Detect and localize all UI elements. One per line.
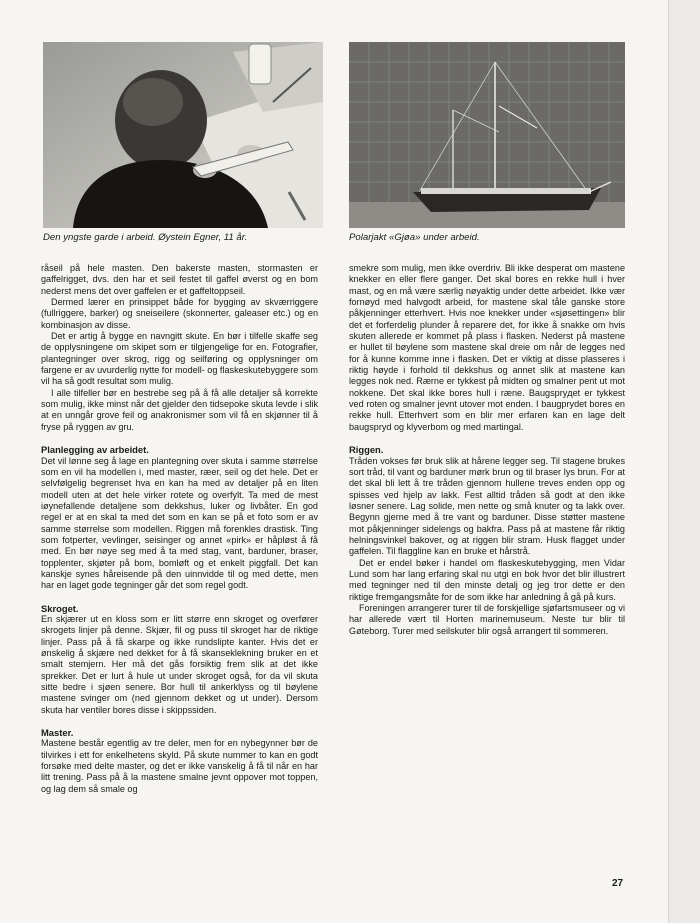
paragraph: Det er artig å bygge en navngitt skute. En bør i tilfelle skaffe seg de opplysningene om skipet som er tilgjengelige for en. Fotografier, plantegninger over skrog, rigg og seilføring og opplysninger om fargene er av uvurderlig nytte for modell- og flaskeskutebyggere som vil ha så godt resultat som mulig. [41, 331, 318, 387]
photo-boy-building [43, 42, 323, 228]
caption-left: Den yngste garde i arbeid. Øystein Egner, 11 år. [43, 232, 248, 243]
section-heading-hull: Skroget. [41, 602, 79, 614]
paragraph: råseil på hele masten. Den bakerste masten, stormasten er gaffelrigget, dvs. den har et seil festet til gaffel øverst og en bom nederst mens det over gaffelen er et gaffeltoppseil. [41, 263, 318, 296]
paragraph: Mastene består egentlig av tre deler, men for en nybegynner bør de tilvirkes i ett for enkelhetens skyld. På skute nummer to kan en godt forsøke med delte master, og det er ikke vanskelig å få til når en har litt trening. Pass på å la mastene smalne jevnt oppover mot toppen, og lag dem så smale og [41, 738, 318, 794]
paragraph: Foreningen arrangerer turer til de forskjellige sjøfartsmuseer og vi har allerede vært til Horten marinemuseum. Neste tur blir til Gøteborg. Turer med seilskuter blir også arrangert til sommeren. [349, 602, 625, 636]
section-heading-masts: Master. [41, 727, 74, 739]
paragraph: En skjærer ut en kloss som er litt større enn skroget og overfører skrogets linjer på denne. Skjær, fil og puss til skroget har de riktige linjer. Pass på å få skarpe og ikke rundslipte kanter. Hvis det er ønskelig å skjære ned dekket for å få skanseklekning bruker en et smalt stemjern. Her må det gås forsiktig frem slik at det ikke sprekker. Det er lurt å hule ut under skroget også, for da vil skuta sitte bedre i sjøen senere. Bor hull til ankerklyss og til bøylene mastene svinger om (ned gjennom dekket og ut under). Dersom skuta har ventiler bores disse i skippssiden. [41, 613, 318, 715]
section-heading-planning: Planlegging av arbeidet. [41, 444, 149, 456]
photo-gjoa-model [349, 42, 625, 228]
paragraph: Det er endel bøker i handel om flaskeskutebygging, men Vidar Lund som har lang erfaring skal nu utgi en bok hvor det blir illustrert med tegninger ned til den minste detalj og jeg tror dette er den riktige fremgangsmåte for de som ikke har anledning å gå på kurs. [349, 557, 625, 602]
paragraph: smekre som mulig, men ikke overdriv. Bli ikke desperat om mastene knekker en eller flere ganger. Det skal bores en rekke hull i hver mast, og en må være særlig nøyaktig under dette arbeidet. Ikke vær fornøyd med halvgodt arbeid, for mastene skal tåle ganske store påkjenninger etterhvert. Hvis noe knekker under «sjøsettingen» blir det et forferdelig plunder å reparere det, for ikke å snakke om hvis skuten allerede er kommet på plass i flasken. Nederst på mastene er hullet til bøylene som mastene skal dreie om når de legges ned for å kunne komme inne i flasken. Det er viktig at disse plasseres i riktig høyde i forhold til dekkshus og annet slik at mastene kan legges nok ned. Rærne er tykkest på midten og smalner pent ut mot nokkene. Det skal ikke bores hull i ræne. Baugspryдet er tykkest ved roten og smalner jevnt utover mot enden. I baugprydet bores en rekke hull. Etterhvert som en blir mer erfaren kan en lage delt baugspryd og klyverbom og med martingal. [349, 263, 625, 432]
page-number: 27 [612, 878, 624, 889]
right-column [349, 263, 625, 637]
left-column [41, 263, 318, 795]
paragraph: I alle tilfeller bør en bestrebe seg på å få alle detaljer så korrekte som mulig, ikke minst når det gjelder den tidsepoke skuta levde i slik at en unngår grove feil og anakronismer som vil få en skjønner til å fryse på ryggen av gru. [41, 387, 318, 432]
paragraph: Tråden vokses før bruk slik at hårene legger seg. Til stagene brukes sort tråd, til vant og barduner mørk brun og til braser lys brun. For at det skal bli lett å tre tråden gjennom hullene treves enden opp og spisses ved hjelp av lakk. Fest alltid tråden så godt at den ikke løsner senere. Lag solide, men nette og små knuter og ta lakk over. Begynn gjerne med å tre vant og barduner. Disse støtter mastene mot påkjenninger sidelengs og bakfra. Pass på at mastene får riktig helningsvinkel bakover, og at riggen blir stram. Husk flagget under gaffelen. Til flaggline kan en bruke et hårstrå. [349, 455, 625, 557]
caption-right: Polarjakt «Gjøa» under arbeid. [349, 232, 480, 243]
section-heading-rigging: Riggen. [349, 444, 384, 456]
paragraph: Dermed lærer en prinsippet både for bygging av skværriggere (fullriggere, barker) og sneiseilere (skonnerter, galeaser etc.) og en kombinasjon av disse. [41, 297, 318, 330]
paragraph: Det vil lønne seg å lage en plantegning over skuta i samme størrelse som en vil ha modellen i, med master, ræer, seil og det hele. Det er selvfølgelig begrenset hva en kan ha med av detaljer på en liten modell uten at det hele virker rotete og overfylt. Ta med de mest iøynefallende detaljene som dekkshus, luker og livbåter. En god regel er at en skal ta med det som en kan se på et foto som er av samme størrelse som modellen. Riggen må forenkles drastisk. Ting som fotperter, vevlinger, seisinger og annet «pirk» er håpløst å få med. En bør nøye seg med å ta med stag, vant, barduner, braser, topplenter, skjøter på bom, bomløft og et enkelt piggfall. Det kan kanskje synes håreisende på den uinnvidde til og med dette, men har en laget gode tegninger går det som regel godt. [41, 455, 318, 591]
